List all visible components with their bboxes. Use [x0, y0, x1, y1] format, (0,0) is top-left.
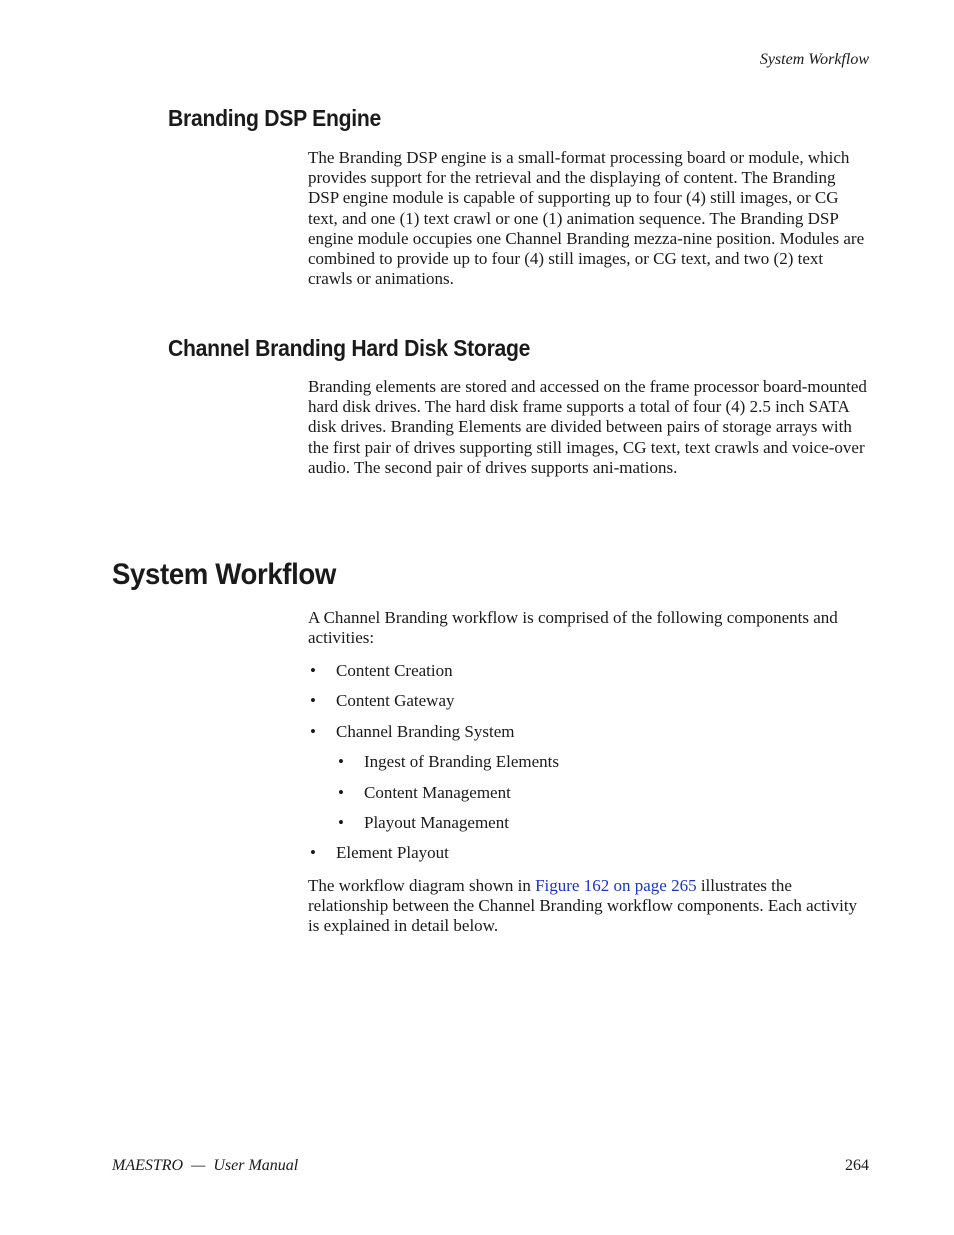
running-head: System Workflow — [759, 51, 869, 68]
heading-branding-dsp-engine: Branding DSP Engine — [168, 105, 382, 131]
paragraph-dsp-engine: The Branding DSP engine is a small-format processing board or module, which provides support for the retrieval and the displaying of content. The Branding DSP engine module is capable of supporting up to four (4) still images, or CG text, and one (1) text crawl or one (1) animation sequence. The Branding DSP engine module occupies one Channel Branding mezza-nine position. Modules are combined to provide up to four (4) still images, or CG text, and two (2) text crawls or animations. — [308, 148, 865, 289]
list-item-label: Content Gateway — [336, 691, 455, 711]
list-item-label: Element Playout — [336, 843, 449, 863]
closing-text-after: illustrates the relationship between the Channel Branding workflow components. Each activity is explained in detail below. — [308, 876, 858, 936]
list-subitem-label: Content Management — [364, 782, 511, 802]
bullet: • — [310, 843, 316, 863]
heading-hard-disk-storage: Channel Branding Hard Disk Storage — [168, 335, 531, 361]
footer-manual-title: MAESTRO — User Manual — [112, 1157, 299, 1174]
bullet: • — [338, 752, 344, 772]
bullet: • — [310, 661, 316, 680]
bullet: • — [338, 782, 344, 802]
figure-reference-link[interactable]: Figure 162 on page 265 — [535, 876, 697, 895]
paragraph-workflow-diagram — [308, 876, 870, 937]
list-subitem-label: Playout Management — [364, 812, 509, 832]
bullet: • — [310, 721, 316, 741]
closing-text-before: The workflow diagram shown in — [308, 876, 536, 895]
bullet: • — [338, 812, 344, 832]
paragraph-workflow-intro: A Channel Branding workflow is comprised of the following components and activities: — [308, 608, 838, 648]
list-item-label: Content Creation — [336, 661, 453, 680]
bullet: • — [310, 691, 316, 711]
page-number: 264 — [845, 1157, 869, 1174]
list-subitem-label: Ingest of Branding Elements — [364, 752, 559, 772]
list-item-label: Channel Branding System — [336, 721, 515, 741]
paragraph-hard-disk-storage: Branding elements are stored and accessed on the frame processor board-mounted hard disk drives. The hard disk frame supports a total of four (4) 2.5 inch SATA disk drives. Branding Elements are divided between pairs of storage arrays with the first pair of drives supporting still images, CG text, text crawls and voice-over audio. The second pair of drives supports ani-mations. — [308, 377, 867, 477]
heading-system-workflow: System Workflow — [112, 558, 337, 591]
